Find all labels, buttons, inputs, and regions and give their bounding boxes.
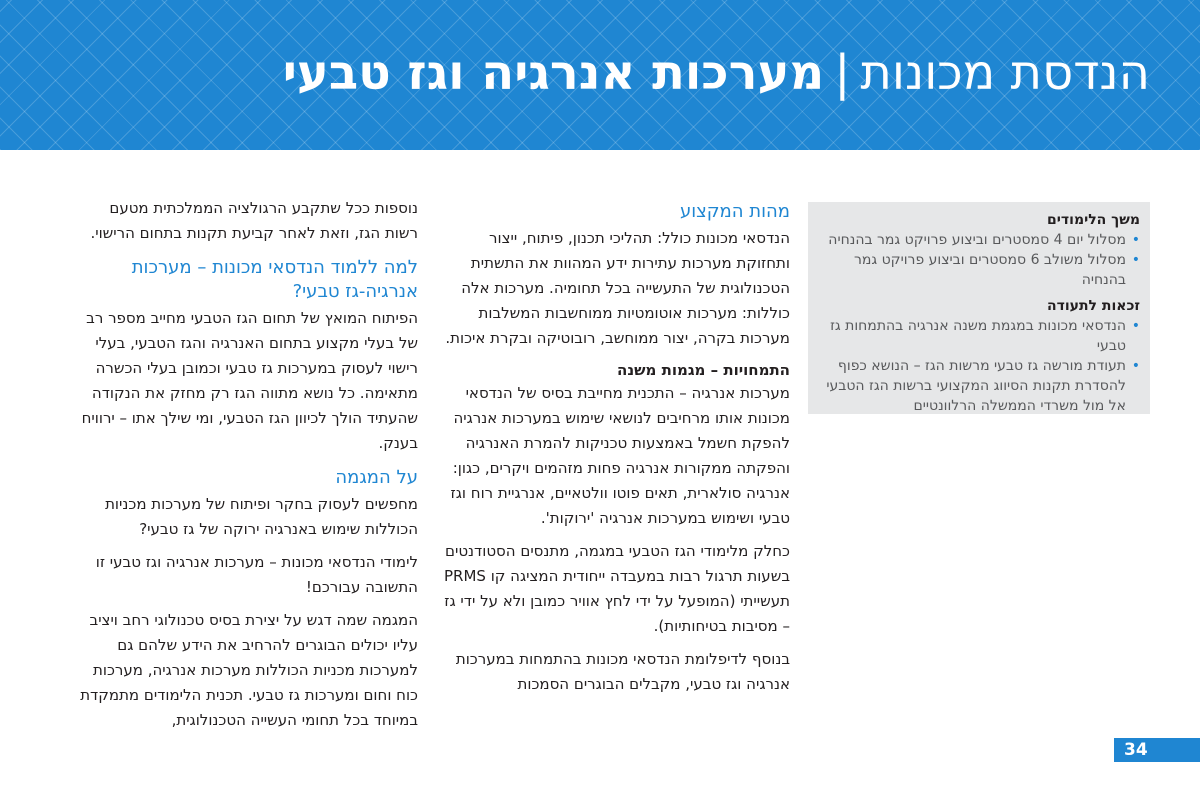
page-title <box>283 42 1150 104</box>
certificate-item-technician: • הנדסאי מכונות במגמת משנה אנרגיה בהתמחות גז טבעי <box>818 316 1140 356</box>
title-separator: | <box>834 45 851 101</box>
practice-text: כחלק מלימודי הגז הטבעי במגמה, מתנסים הסטודנטים בשעות תרגול רבות במעבדה ייחודית המציגה קו PRMS תעשייתי (המופעל על ידי לחץ אוויר כמובן ולא על ידי גז – מסיבות בטיחותיות). <box>443 542 790 635</box>
duration-list <box>818 230 1140 290</box>
major-text-3: המגמה שמה דגש על יצירת בסיס טכנולוגי רחב ויציב עליו יכולים הבוגרים להרחיב את הידע שלהם גם למערכות מכניות הכוללות מערכות אנרגיה, מערכות כוח וחום ומערכות גז טבעי. תכנית הלימודים מתמקדת במיוחד בכל תחומי העשייה הטכנולוגית, <box>80 611 418 729</box>
duration-item-day: • מסלול יום 4 סמסטרים וביצוע פרויקט גמר בהנחיה <box>818 230 1140 250</box>
middle-column <box>435 200 790 705</box>
essence-text: הנדסאי מכונות כולל: תהליכי תכנון, פיתוח, ייצור ותחזוקת מערכות עתירות ידע המהוות את התשתית הטכנולוגית של התעשייה בכל תחומיה. מערכות אלה כוללות: מערכות אוטומטיות ממוחשבות המשלבות מערכות בקרה, יצור ממוחשב, רובוטיקה ובקרת איכות. <box>445 229 790 347</box>
why-heading: למה ללמוד הנדסאי מכונות – מערכות אנרגיה-גז טבעי? <box>131 257 418 302</box>
duration-title: משך הלימודים <box>1047 212 1140 228</box>
essence-heading: מהות המקצוע <box>679 201 790 222</box>
certificate-item-gas-license: • תעודת מורשה גז טבעי מרשות הגז – הנושא כפוף להסדרת תקנות הסיווג המקצועי ברשות הגז הטבעי אל מול משרדי הממשלה הרלוונטיים <box>818 356 1140 416</box>
diploma-text: בנוסף לדיפלומת הנדסאי מכונות בהתמחות במערכות אנרגיה וגז טבעי, מקבלים הבוגרים הסמכות <box>455 650 790 693</box>
continuation-text: נוספות ככל שתקבע הרגולציה הממלכתית מטעם רשות הגז, וזאת לאחר קביעת תקנות בתחום הרישוי. <box>90 199 418 242</box>
title-specialization: מערכות אנרגיה וגז טבעי <box>282 45 825 101</box>
major-text-2: לימודי הנדסאי מכונות – מערכות אנרגיה וגז טבעי זו התשובה עבורכם! <box>95 553 418 596</box>
major-text-1: מחפשים לעסוק בחקר ופיתוח של מערכות מכניות הכוללות שימוש באנרגיה ירוקה של גז טבעי? <box>105 495 418 538</box>
info-box <box>808 202 1150 414</box>
title-program: הנדסת מכונות <box>860 45 1150 101</box>
major-heading: על המגמה <box>335 467 418 488</box>
duration-item-combined: • מסלול משולב 6 סמסטרים וביצוע פרויקט גמר בהנחיה <box>818 250 1140 290</box>
why-text: הפיתוח המואץ של תחום הגז הטבעי מחייב מספר רב של בעלי מקצוע בתחום האנרגיה והגז הטבעי, בעלי רישוי לעסוק במערכות גז טבעי וכמובן בעלי הכשרה מתאימה. כל נושא מתווה הגז רק מחזק את הנקודה שהעתיד הולך לכיוון הגז הטבעי, ומי שילך אתו – ירוויח בענק. <box>81 309 418 452</box>
certificate-title: זכאות לתעודה <box>1047 298 1140 314</box>
specialization-heading: התמחויות – מגמות משנה <box>617 361 790 379</box>
certificate-list <box>818 316 1140 416</box>
specialization-text: מערכות אנרגיה – התכנית מחייבת בסיס של הנדסאי מכונות אותו מרחיבים לנושאי שימוש במערכות אנרגיה להפקת חשמל באמצעות טכניקות להמרת האנרגיה והפקתה ממקורות אנרגיה פחות מזהמים ויקרים, כגון: אנרגיה סולארית, תאים פוטו וולטאיים, אנרגיית רוח וגז טבעי ושימוש במערכות אנרגיה 'ירוקות'. <box>450 384 790 527</box>
left-column <box>78 196 418 741</box>
header-banner <box>0 0 1200 150</box>
page-number: 34 <box>1114 738 1200 762</box>
